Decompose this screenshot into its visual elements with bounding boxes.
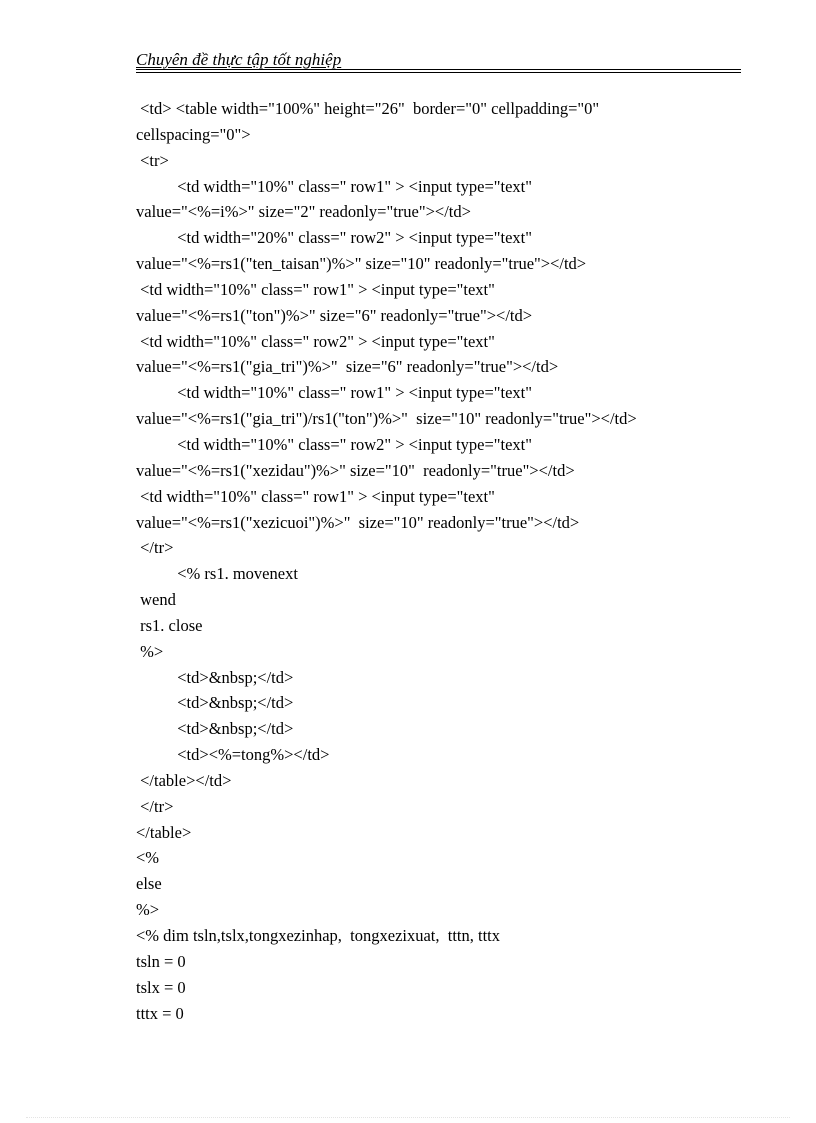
- code-line: value="<%=rs1("ton")%>" size="6" readonly="true"></td>: [136, 305, 533, 325]
- code-line: <td>&nbsp;</td>: [136, 693, 294, 713]
- page-bottom-border: [26, 1117, 790, 1118]
- code-line: value="<%=rs1("xezicuoi")%>" size="10" readonly="true"></td>: [136, 512, 580, 532]
- code-line: <tr>: [136, 150, 169, 170]
- code-line: </table></td>: [136, 770, 232, 790]
- code-line: <% rs1. movenext: [136, 564, 298, 584]
- code-line: tttx = 0: [136, 1003, 184, 1023]
- code-line: <td width="20%" class=" row2" > <input type="text": [136, 228, 532, 248]
- code-line: </table>: [136, 822, 192, 842]
- page-header: [136, 48, 741, 74]
- code-line: <td width="10%" class=" row2" > <input type="text": [136, 434, 532, 454]
- code-line: tslx = 0: [136, 977, 186, 997]
- code-line: </tr>: [136, 796, 174, 816]
- code-line: <td>&nbsp;</td>: [136, 667, 294, 687]
- header-rule-thin: [136, 69, 741, 70]
- code-line: <% dim tsln,tslx,tongxezinhap, tongxezixuat, tttn, tttx: [136, 926, 501, 945]
- code-line: <td width="10%" class=" row2" > <input type="text": [136, 331, 495, 351]
- code-line: wend: [136, 590, 176, 610]
- code-line: value="<%=rs1("gia_tri")%>" size="6" readonly="true"></td>: [136, 357, 559, 377]
- code-line: else: [136, 874, 162, 894]
- code-line: <%: [136, 848, 160, 868]
- code-line: </tr>: [136, 538, 174, 558]
- code-line: cellspacing="0">: [136, 124, 251, 144]
- code-line: <td width="10%" class=" row1" > <input type="text": [136, 486, 495, 506]
- code-line: value="<%=rs1("gia_tri")/rs1("ton")%>" size="10" readonly="true"></td>: [136, 409, 637, 429]
- code-line: <td width="10%" class=" row1" > <input type="text": [136, 176, 532, 196]
- code-line: <td>&nbsp;</td>: [136, 719, 294, 739]
- code-line: <td><%=tong%></td>: [136, 745, 330, 765]
- code-line: <td width="10%" class=" row1" > <input type="text": [136, 279, 495, 299]
- code-line: <td width="10%" class=" row1" > <input type="text": [136, 383, 532, 403]
- code-line: tsln = 0: [136, 951, 186, 971]
- code-line: value="<%=rs1("xezidau")%>" size="10" readonly="true"></td>: [136, 460, 575, 480]
- code-line: %>: [136, 900, 160, 920]
- code-line: rs1. close: [136, 615, 203, 635]
- code-line: value="<%=rs1("ten_taisan")%>" size="10" readonly="true"></td>: [136, 254, 587, 274]
- header-rule-thick: [136, 72, 741, 73]
- code-listing: [136, 96, 736, 1026]
- code-line: %>: [136, 641, 164, 661]
- code-line: value="<%=i%>" size="2" readonly="true"></td>: [136, 202, 471, 222]
- header-title: Chuyên đề thực tập tốt nghiệp: [136, 50, 342, 69]
- code-line: <td> <table width="100%" height="26" border="0" cellpadding="0": [136, 99, 600, 118]
